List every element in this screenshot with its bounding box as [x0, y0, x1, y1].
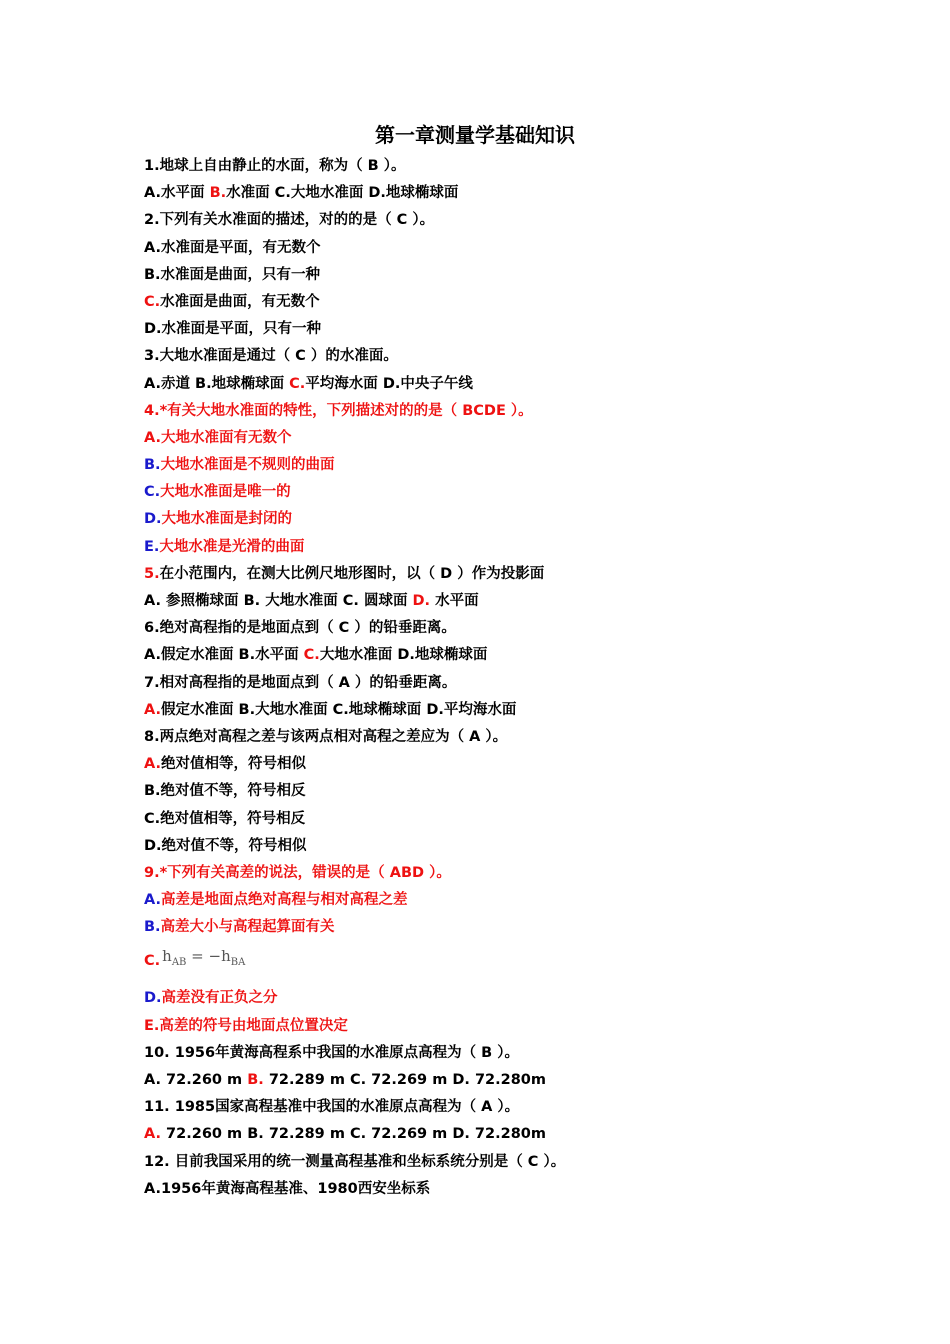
text-line: [144, 153, 864, 180]
text-run: 2.下列有关水准面的描述，对的的是（ C ）。: [144, 212, 435, 229]
text-run: E.: [144, 538, 160, 555]
text-run: 水准面是曲面，有无数个: [160, 293, 320, 310]
text-line: [144, 207, 864, 234]
text-run: A.赤道 B.地球椭球面: [144, 375, 290, 392]
text-line: [144, 806, 864, 833]
text-run: 11. 1985国家高程基准中我国的水准原点高程为（ A ）。: [144, 1099, 520, 1116]
text-line: [144, 1013, 864, 1040]
question-list: [144, 153, 864, 1203]
text-run: 3.大地水准面是通过（ C ）的水准面。: [144, 348, 398, 365]
text-run: A.水平面: [144, 185, 210, 202]
text-run: 绝对值相等，符号相似: [161, 756, 306, 773]
page-title: 第一章测量学基础知识: [375, 123, 575, 147]
text-line: [144, 833, 864, 860]
text-line: [144, 914, 864, 941]
text-run: B.水准面是曲面，只有一种: [144, 266, 321, 283]
text-run: 1.地球上自由静止的水面，称为（ B ）。: [144, 158, 406, 174]
text-run: A.大地水准面有无数个: [144, 429, 292, 446]
text-line: [144, 642, 864, 669]
text-run: C.: [144, 293, 161, 310]
text-run: C.: [144, 953, 161, 970]
text-line: [144, 1176, 864, 1203]
text-line: [144, 985, 864, 1012]
text-line: [144, 371, 864, 398]
text-line: [144, 561, 864, 588]
text-run: B.绝对值不等，符号相反: [144, 783, 306, 800]
text-run: C.: [289, 375, 306, 392]
text-line: [144, 506, 864, 533]
text-run: D.: [412, 593, 431, 609]
text-line: [144, 670, 864, 697]
text-run: 大地水准面 D.地球椭球面: [319, 647, 488, 664]
text-line: [144, 398, 864, 425]
text-line: [144, 235, 864, 262]
formula-image: $h_{AB} = -h_{BA}$: [162, 947, 246, 969]
text-line: [144, 425, 864, 452]
text-run: 8.两点绝对高程之差与该两点相对高程之差应为（ A ）。: [144, 728, 508, 745]
text-run: A.: [144, 1126, 161, 1143]
text-line: [144, 751, 864, 778]
text-run: B.: [247, 1072, 264, 1088]
text-run: 7.相对高程指的是地面点到（ A ）的铅垂距离。: [144, 674, 457, 691]
text-run: 大地水准是光滑的曲面: [159, 538, 305, 555]
text-run: C.绝对值相等，符号相反: [144, 810, 306, 827]
text-line: [144, 887, 864, 914]
text-line: [144, 289, 864, 316]
text-run: B.: [144, 919, 161, 936]
text-run: 9.*下列有关高差的说法，错误的是（ ABD ）。: [144, 864, 451, 881]
text-run: A. 参照椭球面 B. 大地水准面 C. 圆球面: [144, 593, 413, 609]
text-run: A. 72.260 m: [144, 1072, 248, 1088]
text-run: C.: [144, 484, 161, 501]
text-run: 5.: [144, 565, 160, 582]
text-run: 假定水准面 B.大地水准面 C.地球椭球面 D.平均海水面: [161, 701, 517, 718]
text-line: [144, 1067, 864, 1094]
text-line: [144, 1121, 864, 1148]
text-line: [144, 615, 864, 642]
text-run: B.: [144, 457, 161, 474]
text-run: 平均海水面 D.中央子午线: [305, 375, 473, 392]
text-run: D.绝对值不等，符号相似: [144, 837, 307, 854]
text-run: 大地水准面是不规则的曲面: [160, 457, 335, 474]
text-line: [144, 534, 864, 561]
text-line: [144, 452, 864, 479]
text-run: 高差是地面点绝对高程与相对高程之差: [161, 892, 408, 909]
text-run: C.: [303, 647, 320, 664]
text-run: 水准面 C.大地水准面 D.地球椭球面: [226, 185, 459, 202]
text-run: D.水准面是平面，只有一种: [144, 321, 322, 338]
text-run: D.: [144, 511, 162, 528]
text-run: A.假定水准面 B.水平面: [144, 647, 304, 664]
text-line: [144, 1149, 864, 1176]
text-run: 72.260 m B. 72.289 m C. 72.269 m D. 72.280m: [161, 1126, 546, 1143]
text-line: [144, 697, 864, 724]
text-line: [144, 724, 864, 751]
text-line: [144, 1094, 864, 1121]
text-run: 10. 1956年黄海高程系中我国的水准原点高程为（ B ）。: [144, 1044, 519, 1061]
text-line: [144, 262, 864, 289]
text-run: A.: [144, 892, 161, 909]
text-line: [144, 860, 864, 887]
text-line: [144, 479, 864, 506]
text-run: 大地水准面是封闭的: [161, 511, 293, 528]
text-run: B.: [209, 185, 227, 202]
text-run: 高差大小与高程起算面有关: [160, 919, 335, 936]
text-run: 大地水准面是唯一的: [160, 484, 291, 501]
text-line: [144, 1040, 864, 1067]
text-line: [144, 941, 864, 985]
text-line: [144, 343, 864, 370]
text-run: A.水准面是平面，有无数个: [144, 239, 321, 256]
text-line: [144, 588, 864, 615]
text-run: A.1956年黄海高程基准、1980西安坐标系: [144, 1180, 431, 1197]
text-line: [144, 778, 864, 805]
text-run: 72.289 m C. 72.269 m D. 72.280m: [263, 1072, 547, 1088]
text-line: [144, 180, 864, 207]
text-line: [144, 316, 864, 343]
text-run: 高差没有正负之分: [161, 990, 278, 1007]
text-run: A.: [144, 701, 161, 718]
text-run: A.: [144, 756, 161, 773]
text-run: 水平面: [430, 593, 479, 609]
text-run: 在小范围内，在测大比例尺地形图时，以（ D ）作为投影面: [159, 565, 545, 582]
text-run: 6.绝对高程指的是地面点到（ C ）的铅垂距离。: [144, 620, 456, 637]
text-run: E.高差的符号由地面点位置决定: [144, 1017, 348, 1034]
text-run: 4.*有关大地水准面的特性，下列描述对的的是（ BCDE ）。: [144, 402, 533, 419]
text-run: 12. 目前我国采用的统一测量高程基准和坐标系统分别是（ C ）。: [144, 1153, 566, 1170]
text-run: D.: [144, 990, 162, 1007]
